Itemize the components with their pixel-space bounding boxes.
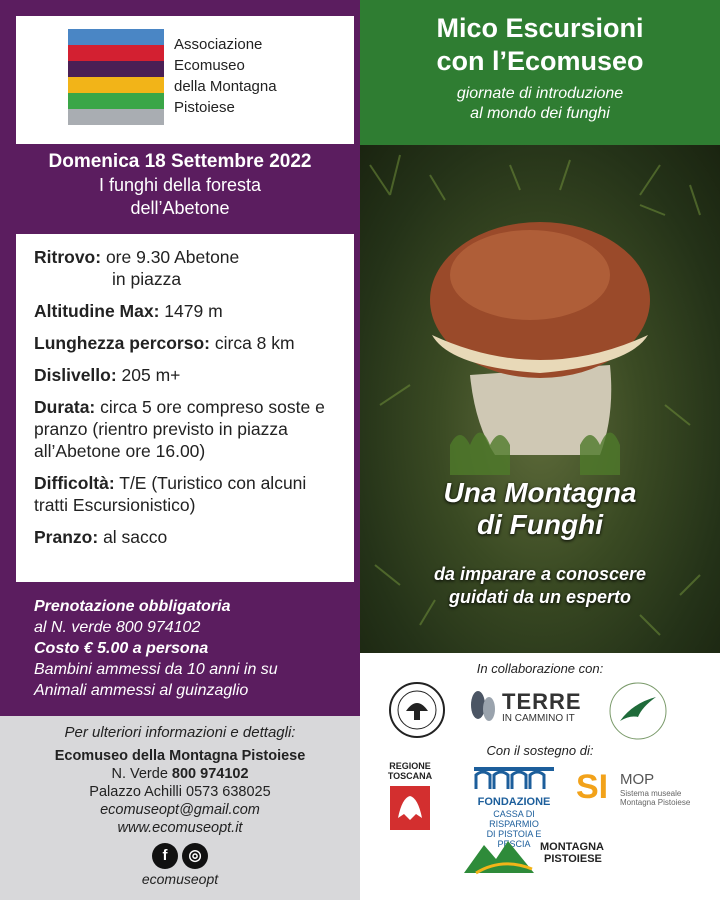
booking-phone: al N. verde 800 974102: [34, 619, 201, 636]
mushroom-cap-highlight: [450, 230, 610, 320]
regione-shield-icon: [388, 784, 432, 832]
campaign-title: [360, 477, 720, 541]
detail-value: 1479 m: [164, 301, 223, 321]
contact-palazzo: Palazzo Achilli 0573 638025: [89, 784, 271, 800]
contact-verde-prefix: N. Verde: [111, 766, 172, 782]
series-header: [360, 0, 720, 145]
simop-line-4: Montagna Pistoiese: [620, 798, 691, 807]
detail-value: circa 5 ore compreso soste e pranzo (rientro previsto in piazza all’Abetone ore 16.00): [34, 397, 325, 461]
mp-line-1: MONTAGNA: [540, 841, 604, 853]
regione-line-1: REGIONE: [389, 761, 431, 771]
right-column: [360, 0, 720, 900]
campaign-subtitle-line: guidati da un esperto: [448, 587, 631, 607]
event-date: Domenica 18 Settembre 2022: [48, 151, 312, 172]
contact-website[interactable]: www.ecomuseopt.it: [117, 820, 243, 836]
social-handle[interactable]: ecomuseopt: [141, 871, 219, 887]
booking-animals: Animali ammessi al guinzaglio: [34, 682, 249, 699]
terre-subtitle: IN CAMMINO IT: [502, 713, 575, 724]
regione-toscana-logo: [384, 761, 436, 833]
detail-altitudine: [34, 300, 336, 322]
detail-value: al sacco: [103, 527, 168, 547]
series-subtitle-line: al mondo dei funghi: [470, 105, 610, 122]
simop-logo: [576, 769, 696, 819]
event-details-box: [16, 234, 354, 582]
amip-logo-icon: [388, 681, 446, 739]
support-heading: Con il sostegno di:: [486, 743, 594, 758]
detail-lunghezza: [34, 332, 336, 354]
detail-difficolta: [34, 472, 336, 516]
instagram-icon[interactable]: ◎: [182, 843, 208, 869]
contact-org: Ecomuseo della Montagna Pistoiese: [54, 748, 306, 764]
facebook-icon[interactable]: f: [152, 843, 178, 869]
series-subtitle: [360, 84, 720, 124]
association-name: [174, 34, 277, 118]
detail-value: in piazza: [112, 269, 182, 289]
bridge-icon: [472, 765, 556, 791]
montagna-pistoiese-logo: [462, 833, 602, 883]
detail-label: Pranzo:: [34, 527, 99, 547]
contact-heading: Per ulteriori informazioni e dettagli:: [64, 724, 296, 741]
detail-value: 205 m+: [121, 365, 181, 385]
detail-label: Ritrovo:: [34, 247, 102, 267]
association-line: della Montagna: [174, 78, 277, 95]
contact-verde: [0, 765, 360, 783]
logo-stripe-blue: [68, 29, 164, 45]
bird-logo: [608, 681, 668, 741]
detail-ritrovo: [34, 246, 336, 290]
detail-label: Lunghezza percorso:: [34, 333, 210, 353]
event-subtitle-1: I funghi della foresta: [98, 175, 262, 195]
logo-stripe-purple: [68, 61, 164, 77]
simop-mop: MOP: [620, 771, 655, 788]
association-logo-stripes: [68, 29, 164, 125]
fondazione-logo: [472, 765, 556, 849]
detail-value: T/E (Turistico con alcuni tratti Escursionistico): [34, 473, 307, 515]
contact-section: [0, 716, 360, 900]
booking-cost: Costo € 5.00 a persona: [34, 640, 209, 657]
fondazione-line-1: FONDAZIONE: [477, 796, 551, 808]
terre-name: TERRE: [502, 689, 582, 714]
series-title-line: con l’Ecomuseo: [436, 46, 644, 76]
collab-heading: In collaborazione con:: [476, 661, 604, 676]
simop-si: SI: [576, 768, 609, 806]
detail-durata: [34, 396, 336, 462]
contact-verde-number[interactable]: 800 974102: [171, 766, 249, 782]
logo-stripe-yellow: [68, 77, 164, 93]
simop-line-3: Sistema museale: [620, 789, 682, 798]
detail-label: Durata:: [34, 397, 96, 417]
logo-stripe-red: [68, 45, 164, 61]
campaign-subtitle: [360, 563, 720, 609]
logo-stripe-grey: [68, 109, 164, 125]
event-date-block: [0, 150, 360, 220]
series-title: [360, 0, 720, 78]
terre-logo: [468, 687, 588, 731]
series-title-line: Mico Escursioni: [436, 13, 644, 43]
detail-label: Dislivello:: [34, 365, 117, 385]
detail-label: Altitudine Max:: [34, 301, 160, 321]
booking-info: [34, 596, 354, 701]
association-line: Associazione: [174, 36, 263, 53]
mp-line-2: PISTOIESE: [544, 853, 602, 865]
logo-stripe-green: [68, 93, 164, 109]
campaign-title-line: Una Montagna: [443, 477, 637, 508]
amip-logo: [388, 681, 446, 739]
contact-email[interactable]: ecomuseopt@gmail.com: [100, 802, 260, 818]
social-icons: [0, 843, 360, 869]
detail-value: circa 8 km: [214, 333, 295, 353]
mountain-icon: [462, 833, 536, 877]
event-subtitle-2: dell’Abetone: [130, 198, 230, 218]
partners-section: [360, 653, 720, 900]
detail-dislivello: [34, 364, 336, 386]
fondazione-line-2: CASSA DI RISPARMIO: [489, 809, 539, 829]
campaign-subtitle-line: da imparare a conoscere: [433, 564, 647, 584]
mushroom-photo: [360, 145, 720, 653]
association-logo-box: [16, 16, 354, 144]
series-subtitle-line: giornate di introduzione: [456, 85, 624, 102]
detail-label: Difficoltà:: [34, 473, 115, 493]
association-line: Ecomuseo: [174, 57, 245, 74]
regione-line-2: TOSCANA: [387, 771, 433, 781]
detail-value: ore 9.30 Abetone: [105, 247, 240, 267]
association-line: Pistoiese: [174, 99, 235, 116]
campaign-title-line: di Funghi: [477, 509, 603, 540]
footprint-icon: [468, 687, 498, 727]
detail-pranzo: [34, 526, 336, 548]
fondazione-line-3: DI PISTOIA E PESCIA: [486, 829, 542, 849]
booking-required: Prenotazione obbligatoria: [34, 598, 231, 615]
bird-logo-icon: [608, 681, 668, 741]
booking-children: Bambini ammessi da 10 anni in su: [34, 661, 278, 678]
